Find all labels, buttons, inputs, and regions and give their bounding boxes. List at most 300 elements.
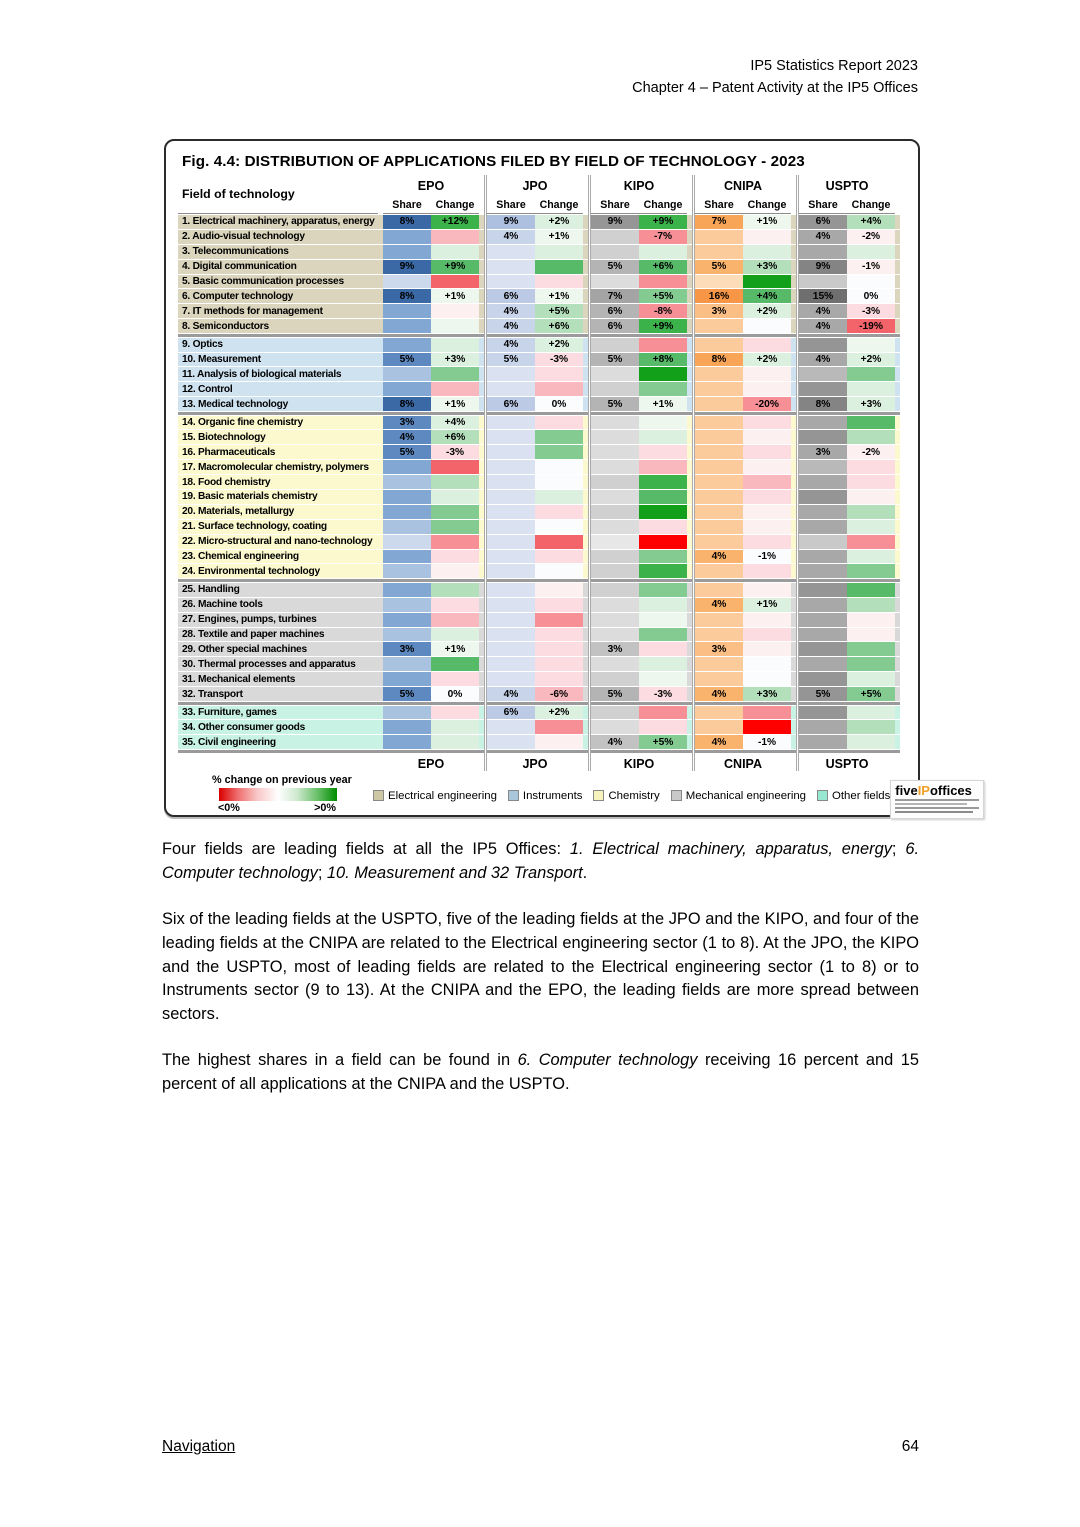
cell-share (799, 564, 847, 578)
cell-change (743, 382, 791, 396)
cell-change (535, 642, 583, 656)
cell-change (431, 475, 479, 489)
cell-share (383, 583, 431, 597)
cell-share (695, 230, 743, 244)
cell-change (743, 706, 791, 720)
sector-separator (178, 579, 900, 582)
cell-change (431, 564, 479, 578)
cell-change (743, 319, 791, 333)
cell-change: -6% (535, 687, 583, 701)
subheader-share: Share (799, 198, 847, 214)
cell-change (535, 460, 583, 474)
cell-change: +5% (847, 687, 895, 701)
cell-share (487, 583, 535, 597)
office-group-divider (588, 175, 591, 771)
cell-share: 4% (487, 304, 535, 318)
row-label: 25. Handling (178, 583, 378, 597)
paragraph-1: Four fields are leading fields at all the IP5 Offices: 1. Electrical machinery, apparatus, energy; 6. Computer technology; 10. Measurement and 32 Transport. (162, 840, 919, 882)
cell-share (487, 672, 535, 686)
cell-change: +1% (639, 397, 687, 411)
office-group-divider (796, 175, 799, 771)
row-label: 4. Digital communication (178, 260, 378, 274)
cell-share (799, 628, 847, 642)
cell-change: -1% (743, 550, 791, 564)
cell-share: 3% (591, 642, 639, 656)
cell-change: +5% (535, 304, 583, 318)
cell-share: 4% (799, 353, 847, 367)
cell-change (639, 367, 687, 381)
navigation-link[interactable]: Navigation (162, 1438, 236, 1455)
cell-share: 5% (383, 353, 431, 367)
cell-change (535, 275, 583, 289)
cell-share (487, 490, 535, 504)
cell-change (847, 735, 895, 749)
cell-change (431, 706, 479, 720)
cell-share: 8% (695, 353, 743, 367)
sector-strip (895, 535, 900, 549)
cell-change: +3% (847, 397, 895, 411)
cell-share (591, 416, 639, 430)
cell-change: -8% (639, 304, 687, 318)
cell-share (695, 583, 743, 597)
office-footer-epo: EPO (417, 756, 445, 771)
cell-share: 4% (799, 230, 847, 244)
cell-change (431, 657, 479, 671)
cell-change (431, 382, 479, 396)
cell-change (431, 230, 479, 244)
cell-share: 8% (383, 215, 431, 229)
cell-share (799, 490, 847, 504)
cell-change (431, 535, 479, 549)
sector-strip (895, 628, 900, 642)
cell-share (799, 245, 847, 259)
cell-share (591, 657, 639, 671)
cell-share (383, 475, 431, 489)
cell-share (383, 275, 431, 289)
cell-share (383, 338, 431, 352)
cell-change (535, 367, 583, 381)
cell-change (535, 245, 583, 259)
cell-change (639, 275, 687, 289)
cell-share (591, 382, 639, 396)
sector-strip (895, 230, 900, 244)
cell-share: 4% (799, 319, 847, 333)
cell-share (383, 382, 431, 396)
cell-share (487, 720, 535, 734)
cell-share (799, 672, 847, 686)
cell-share: 5% (591, 397, 639, 411)
sector-strip (895, 460, 900, 474)
cell-share (695, 319, 743, 333)
change-gradient-legend (178, 774, 373, 814)
legend-swatch (508, 790, 519, 801)
paragraph-3: The highest shares in a field can be found in 6. Computer technology receiving 16 percent and 15 percent of all applications at the CNIPA and the USPTO. (162, 1051, 919, 1093)
cell-change (743, 475, 791, 489)
cell-change (847, 657, 895, 671)
cell-change (535, 490, 583, 504)
cell-share (487, 475, 535, 489)
cell-change (535, 613, 583, 627)
cell-change: -20% (743, 397, 791, 411)
cell-change (535, 520, 583, 534)
cell-change (847, 382, 895, 396)
row-label: 33. Furniture, games (178, 706, 378, 720)
cell-change (535, 535, 583, 549)
sector-strip (895, 382, 900, 396)
cell-share (383, 564, 431, 578)
legend-item-instruments (508, 790, 583, 802)
cell-share: 5% (591, 687, 639, 701)
cell-change: -1% (743, 735, 791, 749)
cell-share (799, 735, 847, 749)
cell-change (535, 382, 583, 396)
cell-share (695, 520, 743, 534)
cell-share: 5% (383, 687, 431, 701)
logo-accent: IP (917, 782, 930, 798)
cell-change (535, 260, 583, 274)
cell-share (695, 613, 743, 627)
cell-change: +1% (431, 289, 479, 303)
cell-change: -19% (847, 319, 895, 333)
legend-label: Electrical engineering (388, 789, 497, 802)
cell-change: +6% (431, 430, 479, 444)
cell-change (639, 475, 687, 489)
row-label: 5. Basic communication processes (178, 275, 378, 289)
row-label: 26. Machine tools (178, 598, 378, 612)
cell-change (431, 583, 479, 597)
cell-share (383, 230, 431, 244)
cell-change: +1% (535, 230, 583, 244)
cell-change: -3% (535, 353, 583, 367)
row-label: 29. Other special machines (178, 642, 378, 656)
cell-change: +9% (639, 319, 687, 333)
cell-change (743, 416, 791, 430)
row-label: 6. Computer technology (178, 289, 378, 303)
body-text (162, 838, 919, 1120)
cell-share (695, 535, 743, 549)
cell-change (639, 460, 687, 474)
sector-strip (895, 475, 900, 489)
sector-strip (895, 735, 900, 749)
row-label: 22. Micro-structural and nano-technology (178, 535, 378, 549)
subheader-change: Change (847, 198, 895, 214)
cell-change (639, 642, 687, 656)
row-label: 16. Pharmaceuticals (178, 445, 378, 459)
cell-change (639, 564, 687, 578)
cell-share: 4% (695, 550, 743, 564)
chapter-title: Chapter 4 – Patent Activity at the IP5 Offices (632, 79, 918, 96)
page-header (162, 56, 918, 100)
office-header-uspto: USPTO (825, 179, 869, 193)
cell-change: +1% (743, 215, 791, 229)
cell-share (591, 490, 639, 504)
cell-change (535, 475, 583, 489)
office-header-cnipa: CNIPA (724, 179, 762, 193)
cell-share (487, 735, 535, 749)
subheader-change: Change (743, 198, 791, 214)
cell-change: -2% (847, 230, 895, 244)
gradient-label: % change on previous year (212, 773, 352, 786)
cell-share (487, 367, 535, 381)
cell-share (799, 505, 847, 519)
row-label: 28. Textile and paper machines (178, 628, 378, 642)
cell-change (847, 583, 895, 597)
sector-strip (895, 445, 900, 459)
legend-item-other-fields (817, 790, 890, 802)
sector-strip (895, 215, 900, 229)
cell-change (743, 245, 791, 259)
cell-share: 3% (383, 416, 431, 430)
cell-share (695, 657, 743, 671)
cell-change (847, 416, 895, 430)
cell-share (591, 706, 639, 720)
office-header-jpo: JPO (522, 179, 548, 193)
sector-strip (895, 642, 900, 656)
cell-change (847, 720, 895, 734)
row-label: 3. Telecommunications (178, 245, 378, 259)
cell-change (431, 720, 479, 734)
cell-share (383, 520, 431, 534)
cell-change (847, 564, 895, 578)
cell-change: +3% (431, 353, 479, 367)
sector-strip (895, 304, 900, 318)
row-label: 35. Civil engineering (178, 735, 378, 749)
cell-change: 0% (431, 687, 479, 701)
row-label: 1. Electrical machinery, apparatus, energy (178, 215, 378, 229)
cell-change (639, 382, 687, 396)
cell-share: 16% (695, 289, 743, 303)
cell-change (535, 657, 583, 671)
figure-legend (178, 773, 972, 819)
legend-swatch (593, 790, 604, 801)
cell-share (591, 275, 639, 289)
cell-change (639, 628, 687, 642)
sector-strip (895, 353, 900, 367)
cell-share (591, 445, 639, 459)
cell-change (431, 613, 479, 627)
cell-share: 5% (383, 445, 431, 459)
sector-separator (178, 334, 900, 337)
sector-strip (895, 657, 900, 671)
cell-change (639, 245, 687, 259)
cell-share: 6% (591, 304, 639, 318)
cell-share (383, 550, 431, 564)
cell-share: 3% (799, 445, 847, 459)
cell-share: 3% (383, 642, 431, 656)
cell-share (591, 245, 639, 259)
cell-share (487, 430, 535, 444)
cell-share: 8% (383, 289, 431, 303)
row-label: 20. Materials, metallurgy (178, 505, 378, 519)
cell-change (743, 672, 791, 686)
cell-share (695, 382, 743, 396)
cell-change: +2% (743, 353, 791, 367)
cell-share (695, 475, 743, 489)
office-footer-uspto: USPTO (825, 756, 869, 771)
cell-share: 6% (487, 397, 535, 411)
office-group-divider (692, 175, 695, 771)
cell-change (639, 430, 687, 444)
cell-share (799, 382, 847, 396)
cell-change (743, 460, 791, 474)
cell-change: +1% (535, 289, 583, 303)
cell-change (743, 520, 791, 534)
row-label: 27. Engines, pumps, turbines (178, 613, 378, 627)
cell-share (799, 430, 847, 444)
cell-change (639, 505, 687, 519)
cell-share (487, 628, 535, 642)
cell-share (383, 245, 431, 259)
cell-change: -3% (431, 445, 479, 459)
cell-share (383, 628, 431, 642)
cell-change: +1% (431, 397, 479, 411)
cell-share: 9% (487, 215, 535, 229)
row-label: 31. Mechanical elements (178, 672, 378, 686)
sector-strip (895, 490, 900, 504)
row-label: 23. Chemical engineering (178, 550, 378, 564)
cell-share: 4% (383, 430, 431, 444)
sector-strip (895, 583, 900, 597)
cell-share: 8% (383, 397, 431, 411)
cell-share (383, 460, 431, 474)
cell-change (743, 564, 791, 578)
cell-share (799, 338, 847, 352)
sector-strip (895, 430, 900, 444)
cell-share (695, 430, 743, 444)
cell-share (695, 245, 743, 259)
cell-change (431, 598, 479, 612)
cell-share (487, 550, 535, 564)
legend-swatch (671, 790, 682, 801)
cell-change: 0% (535, 397, 583, 411)
cell-change (535, 735, 583, 749)
cell-change (639, 490, 687, 504)
cell-change (639, 445, 687, 459)
paragraph-2: Six of the leading fields at the USPTO, five of the leading fields at the JPO and the KIPO, and four of the leading fields at the CNIPA are related to the Electrical engineering sector (1 to 8). At the JPO, the KIPO and the USPTO, most of leading fields are related to the Electrical engineering sector (1 to 8) or to Instruments sector (9 to 13). At the CNIPA and the EPO, the leading fields are more spread between sectors. (162, 910, 919, 1023)
office-footer-jpo: JPO (522, 756, 548, 771)
cell-change (535, 550, 583, 564)
row-label: 24. Environmental technology (178, 564, 378, 578)
cell-change (847, 460, 895, 474)
cell-share: 5% (695, 260, 743, 274)
row-label: 7. IT methods for management (178, 304, 378, 318)
cell-share (383, 706, 431, 720)
sector-strip (895, 338, 900, 352)
cell-share (383, 490, 431, 504)
row-label: 15. Biotechnology (178, 430, 378, 444)
legend-label: Mechanical engineering (685, 789, 807, 802)
cell-change (847, 535, 895, 549)
cell-share (695, 445, 743, 459)
sector-strip (895, 550, 900, 564)
row-label: 34. Other consumer goods (178, 720, 378, 734)
cell-share (799, 475, 847, 489)
cell-share (591, 430, 639, 444)
cell-share (695, 490, 743, 504)
cell-share (383, 672, 431, 686)
cell-change (639, 583, 687, 597)
sector-strip (895, 520, 900, 534)
cell-share: 5% (591, 260, 639, 274)
cell-change: +1% (431, 642, 479, 656)
cell-share (383, 319, 431, 333)
cell-share: 6% (799, 215, 847, 229)
cell-change (847, 706, 895, 720)
cell-change (535, 564, 583, 578)
row-label: 30. Thermal processes and apparatus (178, 657, 378, 671)
cell-change (639, 598, 687, 612)
fig-table (178, 175, 906, 771)
sector-strip (895, 397, 900, 411)
row-label: 21. Surface technology, coating (178, 520, 378, 534)
cell-change (639, 550, 687, 564)
cell-change (639, 706, 687, 720)
subheader-change: Change (639, 198, 687, 214)
cell-share (487, 613, 535, 627)
sector-strip (895, 687, 900, 701)
cell-change (535, 430, 583, 444)
gradient-bar (218, 787, 338, 802)
row-label: 10. Measurement (178, 353, 378, 367)
cell-share: 7% (591, 289, 639, 303)
cell-change (431, 735, 479, 749)
row-label: 9. Optics (178, 338, 378, 352)
logo-fine-print (895, 799, 979, 814)
cell-change (431, 490, 479, 504)
office-footer-kipo: KIPO (623, 756, 655, 771)
cell-share (591, 550, 639, 564)
cell-change (743, 628, 791, 642)
cell-change (535, 445, 583, 459)
cell-share (487, 598, 535, 612)
cell-change (431, 460, 479, 474)
cell-change (743, 230, 791, 244)
cell-share (591, 720, 639, 734)
cell-change (743, 490, 791, 504)
cell-share: 3% (695, 642, 743, 656)
sector-strip (895, 289, 900, 303)
five-ip-offices-logo (890, 780, 984, 819)
cell-change (847, 505, 895, 519)
field-column-header: Field of technology (178, 175, 378, 214)
row-label: 32. Transport (178, 687, 378, 701)
cell-share (383, 367, 431, 381)
cell-share (695, 416, 743, 430)
sector-strip (895, 416, 900, 430)
cell-share: 4% (591, 735, 639, 749)
cell-change (535, 598, 583, 612)
office-header-kipo: KIPO (623, 179, 655, 193)
cell-share (383, 505, 431, 519)
cell-share (591, 564, 639, 578)
office-group-divider (484, 175, 487, 771)
cell-share (591, 475, 639, 489)
page-footer (162, 1438, 919, 1456)
cell-change (639, 720, 687, 734)
row-label: 19. Basic materials chemistry (178, 490, 378, 504)
cell-change (743, 275, 791, 289)
cell-change (535, 505, 583, 519)
cell-change: +8% (639, 353, 687, 367)
legend-label: Instruments (522, 789, 583, 802)
cell-share (695, 338, 743, 352)
cell-change (743, 720, 791, 734)
cell-change: 0% (847, 289, 895, 303)
cell-change (847, 367, 895, 381)
cell-share: 4% (487, 230, 535, 244)
sector-strip (895, 275, 900, 289)
cell-share: 4% (695, 735, 743, 749)
